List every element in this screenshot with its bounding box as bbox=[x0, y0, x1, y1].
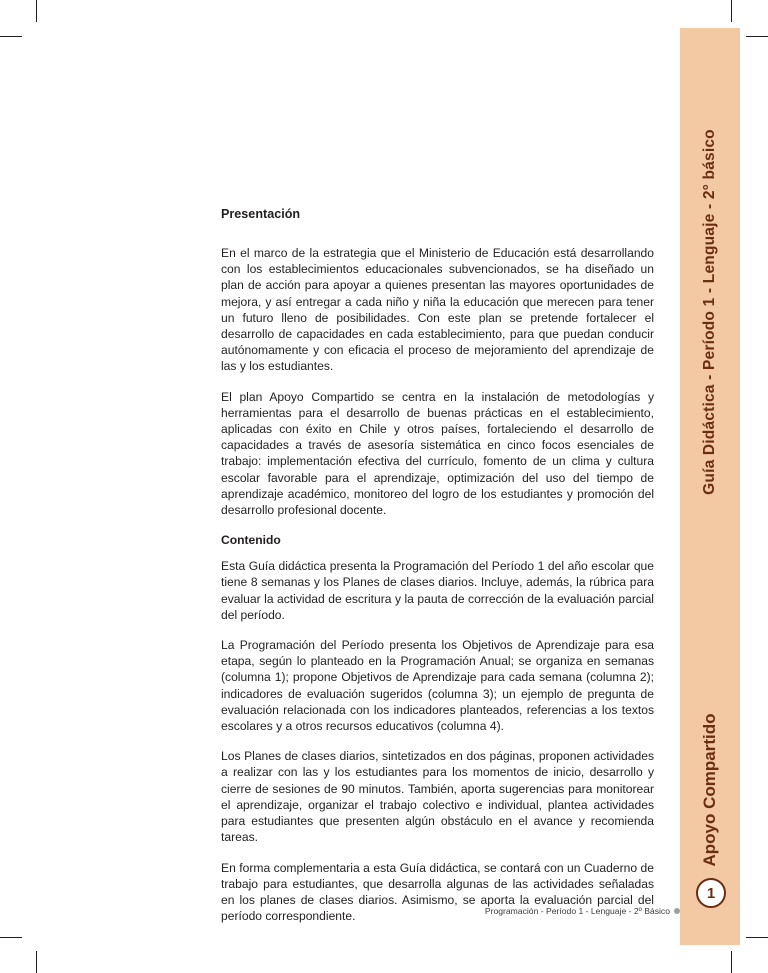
side-guide-title: Guía Didáctica - Período 1 - Lenguaje - 2° básico bbox=[701, 129, 718, 495]
side-brand-label: Apoyo Compartido bbox=[700, 713, 719, 867]
intro-paragraph: En el marco de la estrategia que el Ministerio de Educación está desarrollando con los establecimientos educacionales subvencionados, se ha diseñado un plan de acción para apoyar a quienes presentan las mayores oportunidades de mejora, y así entregar a cada niño y niña la educación que merecen para tener un futuro lleno de posibilidades. Con este plan se pretende fortalecer el desarrollo de capacidades en cada establecimiento, para que puedan conducir autónomamente y con eficacia el proceso de mejoramiento del aprendizaje de las y los estudiantes. bbox=[221, 246, 654, 374]
crop-mark-bottom-left-h bbox=[0, 937, 22, 938]
document-body bbox=[221, 202, 654, 938]
content-paragraph: La Programación del Período presenta los Objetivos de Aprendizaje para esa etapa, según lo planteado en la Programación Anual; se organiza en semanas (columna 1); propone Objetivos de Aprendizaje para cada semana (columna 2); indicadores de evaluación sugeridos (columna 3); un ejemplo de pregunta de evaluación relacionada con los indicadores planteados, referencias a los textos escolares y a otros recursos educativos (columna 4). bbox=[221, 638, 654, 734]
intro-paragraph: El plan Apoyo Compartido se centra en la instalación de metodologías y herramientas para el desarrollo de buenas prácticas en el establecimiento, aplicadas con éxito en Chile y otros países, fortaleciendo el desarrollo de capacidades a través de asesoría sistemática en cinco focos esenciales de trabajo: implementación efectiva del currículo, fomento de un clima y cultura escolar favorable para el aprendizaje, optimización del uso del tiempo de aprendizaje académico, monitoreo del logro de los estudiantes y promoción del desarrollo profesional docente. bbox=[221, 389, 654, 518]
crop-mark-top-left-v bbox=[36, 0, 37, 22]
content-paragraph: En forma complementaria a esta Guía didáctica, se contará con un Cuaderno de trabajo para estudiantes, que desarrolla algunas de las actividades señaladas en los planes de clases diarios. Asimismo, se aporta la evaluación parcial del período correspondiente. bbox=[221, 860, 654, 924]
crop-mark-top-right-h bbox=[746, 36, 768, 37]
footer-dot-icon bbox=[674, 908, 680, 914]
crop-mark-bottom-left-v bbox=[36, 951, 37, 973]
crop-mark-top-left-h bbox=[0, 36, 22, 37]
content-paragraph: Esta Guía didáctica presenta la Programación del Período 1 del año escolar que tiene 8 semanas y los Planes de clases diarios. Incluye, además, la rúbrica para evaluar la actividad de escritura y la pauta de corrección de la evaluación parcial del período. bbox=[221, 559, 654, 622]
crop-mark-bottom-right-h bbox=[746, 937, 768, 938]
footer-text: Programación - Período 1 - Lenguaje - 2º Básico bbox=[484, 906, 670, 916]
page-number-badge: 1 bbox=[696, 878, 726, 908]
page-footer bbox=[485, 906, 680, 916]
section-heading-contenido: Contenido bbox=[221, 533, 281, 548]
crop-mark-bottom-right-v bbox=[731, 951, 732, 973]
section-heading-presentacion: Presentación bbox=[221, 207, 301, 221]
crop-mark-top-right-v bbox=[731, 0, 732, 22]
content-paragraph: Los Planes de clases diarios, sintetizados en dos páginas, proponen actividades a realizar con las y los estudiantes para los momentos de inicio, desarrollo y cierre de sesiones de 90 minutos. También, aporta sugerencias para monitorear el aprendizaje, organizar el trabajo colectivo e individual, plantea actividades para estudiantes que presenten algún obstáculo en el avance y recomienda tareas. bbox=[221, 749, 654, 845]
